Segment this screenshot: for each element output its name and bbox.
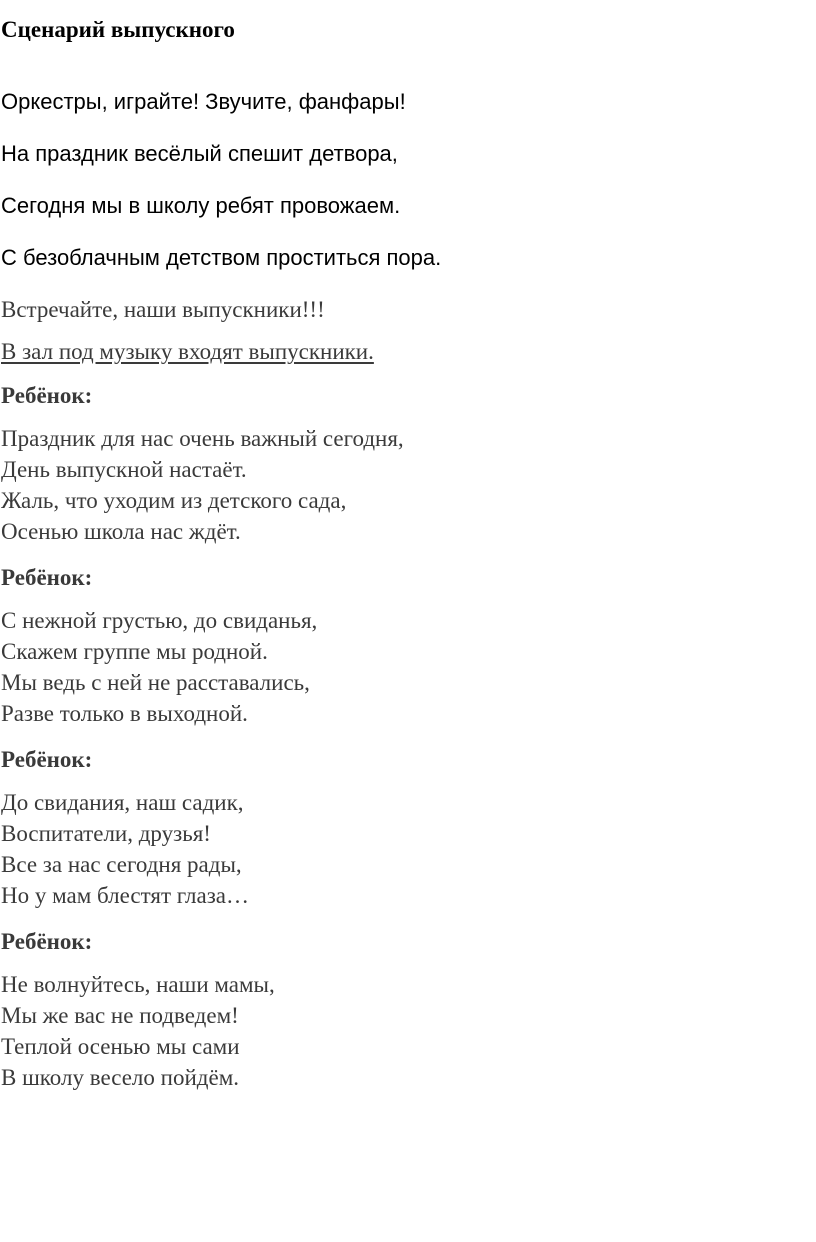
intro-line: На праздник весёлый спешит детвора, [1,141,398,166]
verse-stanza [1,423,404,547]
verse-line: Праздник для нас очень важный сегодня, [1,426,404,451]
intro-line: С безоблачным детством проститься пора. [1,245,442,270]
verse-line: Все за нас сегодня рады, [1,852,242,877]
verse-line: В школу весело пойдём. [1,1065,239,1090]
verse-line: До свидания, наш садик, [1,790,244,815]
verse-line: Теплой осенью мы сами [1,1034,240,1059]
stage-direction: В зал под музыку входят выпускники. [1,339,374,364]
intro-line: Оркестры, играйте! Звучите, фанфары! [1,89,406,114]
verse-line: Мы же вас не подведем! [1,1003,239,1028]
verse-stanza [1,605,317,729]
speaker-label: Ребёнок: [1,565,93,590]
greeting-line: Встречайте, наши выпускники!!! [1,297,325,322]
verse-line: День выпускной настаёт. [1,457,247,482]
intro-line: Сегодня мы в школу ребят провожаем. [1,193,401,218]
speaker-label: Ребёнок: [1,383,93,408]
verse-line: Воспитатели, друзья! [1,821,211,846]
verse-line: Не волнуйтесь, наши мамы, [1,972,275,997]
document-title: Сценарий выпускного [1,17,235,42]
speaker-label: Ребёнок: [1,747,93,772]
verse-line: Скажем группе мы родной. [1,639,268,664]
verse-line: Но у мам блестят глаза… [1,883,249,908]
verse-line: Осенью школа нас ждёт. [1,519,241,544]
verse-stanza [1,969,275,1093]
verse-line: С нежной грустью, до свиданья, [1,608,318,633]
verse-stanza [1,787,249,911]
verse-line: Мы ведь с ней не расставались, [1,670,310,695]
verse-line: Разве только в выходной. [1,701,248,726]
verse-line: Жаль, что уходим из детского сада, [1,488,347,513]
speaker-label: Ребёнок: [1,929,93,954]
